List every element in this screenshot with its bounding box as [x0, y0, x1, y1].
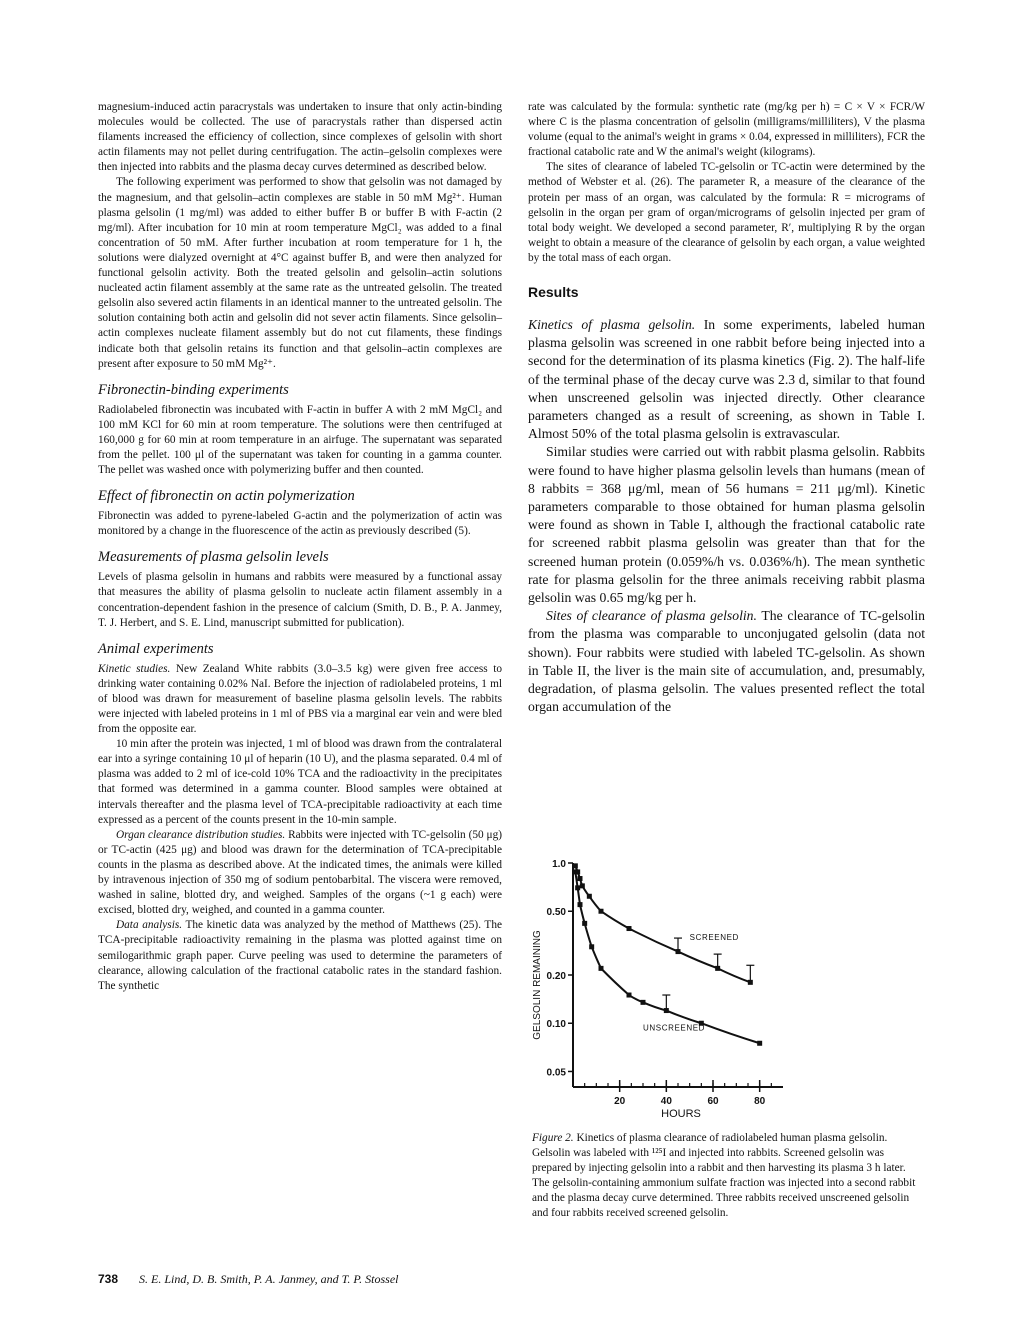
left-column: [98, 100, 502, 994]
x-tick-label: 40: [660, 1096, 672, 1107]
figure-label: Figure 2.: [532, 1132, 574, 1144]
x-tick-label: 60: [707, 1096, 719, 1107]
data-point: [573, 863, 578, 868]
data-point: [573, 869, 578, 874]
data-point: [578, 876, 583, 881]
data-point: [582, 921, 587, 926]
x-axis-label: HOURS: [661, 1108, 701, 1120]
figure-2: [528, 855, 928, 1125]
page-number: 738: [98, 1272, 119, 1286]
paragraph: [98, 828, 502, 919]
running-authors: S. E. Lind, D. B. Smith, P. A. Janmey, and T. P. Stossel: [139, 1272, 399, 1286]
paragraph: The sites of clearance of labeled TC-gelsolin or TC-actin were determined by the method of Webster et al. (26). The parameter R, a measure of the clearance of the protein per mass of an organ, was calculated by the formula: R = micrograms of gelsolin in the organ per gram of organ/micrograms of gelsolin injected per gram of total body weight. We developed a second parameter, R′, multiplying R by the organ weight to obtain a measure of the clearance of gelsolin by each organ, a value weighted by the total mass of each organ.: [528, 161, 925, 264]
page-footer: [98, 1272, 398, 1287]
y-tick-label: 1.0: [552, 859, 566, 870]
data-point: [580, 883, 585, 888]
y-axis-label: GELSOLIN REMAINING: [532, 930, 543, 1040]
paragraph: The following experiment was performed to show that gelsolin was not damaged by the magnesium, and that gelsolin–actin complexes are stable in 50 mM Mg²⁺. Human plasma gelsolin (1 mg/ml) was added to either buffer B or buffer B with F-actin (2 mg/ml). After incubation for 10 min at room temperature MgCl₂ was added to a final concentration of 50 mM. After further incubation at room temperature for 1 h, the solutions were dialyzed overnight at 4°C against buffer B, and were then analyzed for functional gelsolin activity. Both the treated gelsolin and gelsolin–actin solutions nucleated actin filament assembly at the same rate as the untreated gelsolin. The treated gelsolin also severed actin filaments in an identical manner to the untreated gelsolin. The solution containing both actin and gelsolin did not sever actin filaments. Since gelsolin–actin complexes nucleate filament assembly but do not cut filaments, these findings indicate both that gelsolin retains its function and that gelsolin–actin complexes are present after exposure to 50 mM Mg²⁺.: [98, 176, 502, 370]
y-tick-label: 0.10: [546, 1019, 566, 1031]
x-tick-label: 80: [754, 1096, 766, 1107]
section-heading: Effect of fibronectin on actin polymerization: [98, 488, 355, 505]
decay-chart: [528, 855, 928, 1125]
paragraph: [528, 607, 925, 716]
series-line: [575, 872, 759, 1043]
paragraph: rate was calculated by the formula: synthetic rate (mg/kg per h) = C × V × FCR/W where C is the plasma concentration of gelsolin (milligrams/milliliters), V the plasma volume (equal to the animal's weight in grams × 0.04, expressed in milliliters), FCR the fractional catabolic rate and W the animal's weight (kilograms).: [528, 101, 925, 159]
legend-screened: SCREENED: [689, 933, 739, 943]
data-point: [578, 902, 583, 907]
figure-caption: [532, 1131, 924, 1221]
data-point: [627, 993, 632, 998]
y-tick-label: 0.05: [546, 1067, 566, 1079]
paragraph: Fibronectin was added to pyrene-labeled G-actin and the polymerization of actin was monitored by a change in the fluorescence of the actin as previously described (5).: [98, 510, 502, 538]
section-heading: Measurements of plasma gelsolin levels: [98, 549, 329, 566]
paragraph: Similar studies were carried out with rabbit plasma gelsolin. Rabbits were found to have higher plasma gelsolin levels than humans (mean of 8 rabbits = 368 μg/ml, mean of 56 humans = 211 μg/ml). Kinetic parameters comparable to those obtained for human plasma gelsolin were found as shown in Table I, although the fractional catabolic rate for screened rabbit plasma gelsolin was greater than that for the screened human protein (0.059%/h vs. 0.036%/h). The mean synthetic rate for plasma gelsolin for the three animals receiving rabbit plasma gelsolin was 0.65 mg/kg per h.: [528, 444, 925, 606]
data-point: [627, 926, 632, 931]
series-line: [575, 866, 750, 982]
data-point: [589, 944, 594, 949]
data-point: [599, 909, 604, 914]
data-point: [599, 966, 604, 971]
paragraph-text: New Zealand White rabbits (3.0–3.5 kg) were given free access to drinking water containing 0.02% NaI. Before the injection of radiolabeled proteins, 1 ml of blood was drawn for measurement of baseline plasma gelsolin levels. The rabbits were injected with labeled proteins in 1 ml of PBS via a marginal ear vein and were bled from the opposite ear.: [98, 662, 502, 736]
run-in-heading: Organ clearance distribution studies.: [116, 828, 286, 841]
paragraph-text: The clearance of TC-gelsolin from the plasma was comparable to unconjugated gelsolin (data not shown). Four rabbits were studied with labeled TC-gelsolin. As shown in Table II, the liver is the main site of accumulation, and, presumably, degradation, of plasma gelsolin. The values presented reflect the total organ accumulation of the: [528, 608, 926, 715]
data-point: [757, 1041, 762, 1046]
data-point: [587, 894, 592, 899]
paragraph: [98, 918, 502, 993]
paragraph: magnesium-induced actin paracrystals was undertaken to insure that only actin-binding molecules would be collected. The use of paracrystals rather than dispersed actin filaments increased the efficiency of collection, since complexes of gelsolin with short actin filaments may not pellet during centrifugation. The actin–gelsolin complexes were then injected into rabbits and the plasma decay curves determined as described below.: [98, 101, 502, 174]
paragraph: [528, 316, 925, 443]
paragraph-text: The kinetic data was analyzed by the method of Matthews (25). The TCA-precipitable radioactivity remaining in the plasma was plotted against time on semilogarithmic graph paper. Curve peeling was used to determine the parameters of clearance, allowing calculation of the fractional catabolic rates in the standard fashion. The synthetic: [98, 919, 502, 992]
y-tick-label: 0.50: [546, 907, 566, 919]
y-tick-label: 0.20: [546, 971, 566, 982]
run-in-heading: Data analysis.: [116, 919, 183, 932]
right-column: [528, 100, 925, 717]
section-heading: Fibronectin-binding experiments: [98, 381, 289, 398]
run-in-heading: Kinetic studies.: [98, 662, 171, 675]
run-in-heading: Kinetics of plasma gelsolin.: [528, 317, 696, 333]
paragraph: Radiolabeled fibronectin was incubated with F-actin in buffer A with 2 mM MgCl₂ and 100 mM KCl for 60 min at room temperature. The solutions were then centrifuged at 160,000 g for 60 min at room temperature in an airfuge. The supernatant was separated from the pellet. 100 μl of the supernatant was taken for counting in a gamma counter. The pellet was washed once with polymerizing buffer and then counted.: [98, 403, 502, 477]
paragraph: Levels of plasma gelsolin in humans and rabbits were measured by a functional assay that measures the ability of plasma gelsolin to nucleate actin filament assembly in a concentration-dependent fashion in the presence of calcium (Smith, D. B., P. A. Janmey, T. J. Herbert, and S. E. Lind, manuscript submitted for publication).: [98, 571, 502, 629]
x-tick-label: 20: [614, 1096, 626, 1107]
section-heading: Animal experiments: [98, 640, 214, 657]
paragraph: 10 min after the protein was injected, 1 ml of blood was drawn from the contralateral ear into a syringe containing 10 μl of heparin (10 U), and the plasma separated. 0.4 ml of plasma was added to 2 ml of ice-cold 10% TCA and the radioactivity in the precipitates that formed was determined in a gamma counter. Blood samples were obtained at intervals thereafter and the plasma level of TCA-precipitable radioactivity at each time expressed as a percent of the counts present in the 10-min sample.: [98, 738, 502, 826]
paragraph: [98, 662, 502, 737]
results-heading: Results: [528, 284, 579, 301]
legend-unscreened: UNSCREENED: [643, 1023, 706, 1033]
caption-text: Kinetics of plasma clearance of radiolabeled human plasma gelsolin. Gelsolin was labeled with ¹²⁵I and injected into rabbits. Screened gelsolin was prepared by injecting gelsolin into a rabbit and then harvesting its plasma 3 h later. The gelsolin-containing ammonium sulfate fraction was injected into a second rabbit and the plasma decay curve determined. Three rabbits received unscreened gelsolin and four rabbits received screened gelsolin.: [532, 1132, 916, 1219]
run-in-heading: Sites of clearance of plasma gelsolin.: [546, 608, 757, 624]
data-point: [575, 885, 580, 890]
data-point: [641, 1000, 646, 1005]
paragraph-text: In some experiments, labeled human plasma gelsolin was screened in one rabbit before being injected into a second for the determination of its plasma kinetics (Fig. 2). The half-life of the terminal phase of the decay curve was 2.3 d, similar to that found when unscreened gelsolin was injected directly. Other clearance parameters changed as a result of screening, as shown in Table I. Almost 50% of the total plasma gelsolin is extravascular.: [528, 317, 925, 442]
paragraph-text: Rabbits were injected with TC-gelsolin (50 μg) or TC-actin (425 μg) and blood was drawn for the determination of TCA-precipitable counts in the plasma as described above. At the indicated times, the animals were killed by intravenous injection of 350 mg of sodium pentobarbital. The viscera were removed, washed in saline, blotted dry, and weighed. Samples of the organs (~1 g each) were excised, blotted dry, weighed, and counted in a gamma counter.: [98, 828, 502, 917]
